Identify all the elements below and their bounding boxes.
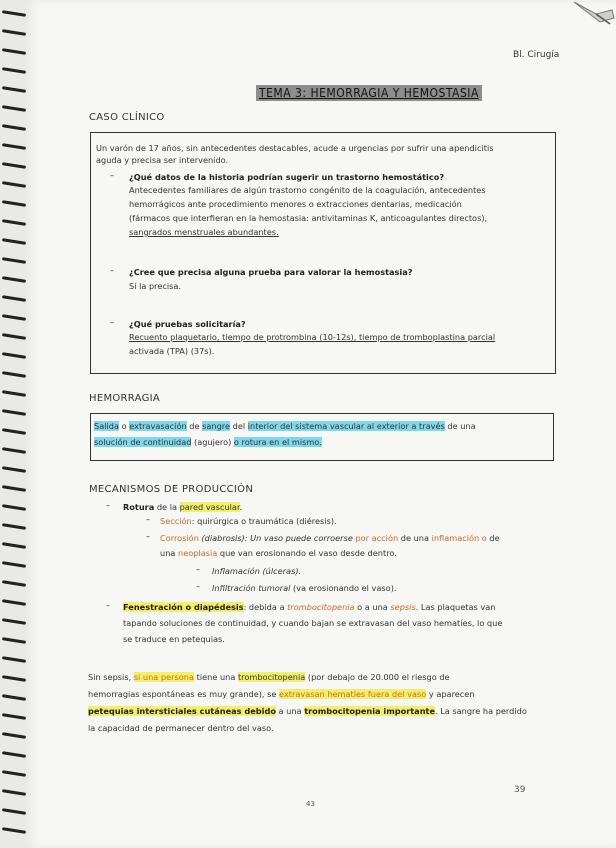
question-3: ¿Qué pruebas solicitaría? (129, 319, 246, 329)
text-y-aparecen: y aparecen (426, 689, 475, 699)
notebook-page (26, 0, 616, 848)
answer-3-line-2: activada (TPA) (37s). (129, 346, 215, 356)
spiral-ring (2, 181, 26, 188)
text-sin-sepsis: Sin sepsis, (88, 672, 134, 682)
hl-fenestracion: Fenestración o diapédesis (123, 602, 244, 612)
text-o-a-una: o a una (354, 602, 391, 612)
spiral-ring (2, 48, 26, 55)
spiral-ring (2, 67, 26, 74)
spiral-ring (2, 162, 26, 169)
hemorragia-def-line-2 (94, 436, 322, 448)
corrosion-end: que van erosionando el vaso desde dentro. (217, 548, 397, 558)
text-o: o (118, 421, 130, 431)
spiral-ring (2, 314, 26, 321)
bullet-dash: – (146, 532, 150, 541)
answer-1-line-1: Antecedentes familiares de algún trastorno congénito de la coagulación, antecedentes (129, 185, 486, 195)
bullet-dash: – (196, 565, 200, 574)
spiral-ring (2, 200, 26, 207)
hemorragia-def-line-1 (94, 420, 476, 432)
spiral-ring (2, 371, 26, 378)
text-tiene-una: tiene una (194, 672, 238, 682)
spiral-ring (2, 789, 26, 796)
sub-inflamacion: Inflamación (úlceras). (212, 566, 302, 576)
spiral-ring (2, 29, 26, 36)
text-del: del (230, 421, 248, 431)
text-period: . (239, 502, 243, 512)
bullet-dash: – (110, 266, 114, 275)
spiral-ring (2, 770, 26, 777)
spiral-binding (0, 0, 30, 848)
bullet-dash: – (106, 501, 110, 510)
page-title: TEMA 3: HEMORRAGIA Y HEMOSTASIA (256, 85, 482, 101)
text-agujero: (agujero) (191, 437, 234, 447)
infiltracion-term: Infiltración tumoral (212, 583, 291, 593)
paragraph-line-3 (88, 705, 527, 717)
spiral-ring (2, 352, 26, 359)
text-de-una: de una (444, 421, 476, 431)
question-2: ¿Cree que precisa alguna prueba para valorar la hemostasia? (129, 267, 413, 277)
spiral-ring (2, 86, 26, 93)
bullet-dash: – (110, 318, 114, 327)
text-una: una (160, 548, 178, 558)
hl-neoplasia: neoplasia (178, 548, 218, 558)
spiral-ring (2, 542, 26, 549)
spiral-ring (2, 124, 26, 131)
mecanismos-heading: MECANISMOS DE PRODUCCIÓN (89, 484, 254, 495)
hl-solucion: solución de continuidad (94, 437, 192, 447)
seccion-desc: : quirúrgica o traumática (diéresis). (191, 516, 337, 526)
spiral-ring (2, 390, 26, 397)
hl-si-una-persona: si una persona (133, 672, 195, 682)
hl-rotura: o rotura en el mismo. (233, 437, 322, 447)
hl-extravasan: extravasan hematíes fuera del vaso (279, 689, 427, 699)
spiral-ring (2, 637, 26, 644)
spiral-ring (2, 523, 26, 530)
rotura-line (123, 501, 242, 513)
caso-intro-2: aguda y precisa ser intervenido. (96, 155, 229, 165)
bullet-dash: – (146, 515, 150, 524)
answer-1-line-4: sangrados menstruales abundantes. (129, 227, 279, 237)
question-1: ¿Qué datos de la historia podrían sugerir un trastorno hemostático? (129, 172, 445, 182)
caso-intro-1: Un varón de 17 años, sin antecedentes destacables, acude a urgencias por sufrir una apendicitis (96, 143, 494, 153)
hl-extravasacion: extravasación (129, 421, 187, 431)
spiral-ring (2, 295, 26, 302)
hl-interior: interior del sistema vascular al exterior a través (247, 421, 445, 431)
spiral-ring (2, 732, 26, 739)
seccion-term: Sección (160, 516, 192, 526)
answer-3-line-1: Recuento plaquetario, tiempo de protrombina (10-12s), tiempo de tromboplastina parcial (129, 332, 496, 342)
spiral-ring (2, 276, 26, 283)
subject-label: Bl. Cirugía (513, 50, 560, 60)
spiral-ring (2, 713, 26, 720)
paragraph-line-1 (88, 671, 450, 683)
hl-salida: Salida (94, 421, 119, 431)
hl-trombocitopenia-importante: trombocitopenia importante (304, 706, 435, 716)
bullet-dash: – (196, 582, 200, 591)
text-hemorragias: hemorragias espontáneas es muy grande), se (88, 689, 280, 699)
paragraph-line-4: la capacidad de permanecer dentro del vaso. (88, 723, 274, 733)
spiral-ring (2, 447, 26, 454)
text-de: de (486, 533, 500, 543)
page-number-right: 39 (514, 785, 526, 795)
fenestracion-line-2: tapando soluciones de continuidad, y cuando bajan se extravasan del vaso hematíes, lo que (123, 618, 503, 628)
text-debida: : debida a (243, 602, 288, 612)
spiral-ring (2, 656, 26, 663)
text-de-la: de la (154, 502, 180, 512)
infiltracion-desc: (va erosionando el vaso). (290, 583, 397, 593)
spiral-ring (2, 751, 26, 758)
sub-infiltracion (212, 582, 397, 594)
text-de-una: de una (398, 533, 432, 543)
hl-trombocitopenia: trombocitopenia (287, 602, 355, 612)
corrosion-line-1 (160, 532, 500, 544)
corrosion-term: Corrosión (160, 533, 199, 543)
answer-1-line-2: hemorrágicos ante procedimiento menores o extracciones dentarias, medicación (129, 199, 462, 209)
spiral-ring (2, 694, 26, 701)
bullet-dash: – (106, 601, 110, 610)
answer-2: Sí la precisa. (129, 281, 182, 291)
spiral-ring (2, 409, 26, 416)
text-de: de (186, 421, 203, 431)
hl-sepsis: sepsis (390, 602, 416, 612)
text-sangre-perdido: . La sangre ha perdido (435, 706, 527, 716)
spiral-ring (2, 599, 26, 606)
rotura-term: Rotura (123, 502, 155, 512)
hl-petequias: petequias intersticiales cutáneas debido (88, 706, 276, 716)
text-a-una: a una (275, 706, 305, 716)
bullet-dash: – (110, 171, 114, 180)
spiral-ring (2, 466, 26, 473)
spiral-ring (2, 238, 26, 245)
spiral-ring (2, 675, 26, 682)
corner-clip-icon (566, 0, 616, 28)
spiral-ring (2, 333, 26, 340)
hl-pared-vascular: pared vascular (179, 502, 240, 512)
hl-sangre: sangre (202, 421, 231, 431)
spiral-ring (2, 808, 26, 815)
paragraph-line-2 (88, 688, 475, 700)
text-por-debajo: (por debajo de 20.000 el riesgo de (305, 672, 450, 682)
spiral-ring (2, 105, 26, 112)
fenestracion-line-1 (123, 601, 495, 613)
corrosion-desc: (diabrosis): Un vaso puede corroerse (198, 533, 356, 543)
hl-por-accion: por acción (355, 533, 399, 543)
hl-trombocitopenia-2: trombocitopenia (237, 672, 306, 682)
text-plaquetas: . Las plaquetas van (415, 602, 496, 612)
page-number-center: 43 (306, 800, 315, 808)
answer-1-line-3: (fármacos que interfieran en la hemostasia: antivitaminas K, anticoagulantes directos), (129, 213, 488, 223)
hemorragia-heading: HEMORRAGIA (89, 393, 161, 404)
corrosion-line-2 (160, 547, 397, 559)
spiral-ring (2, 618, 26, 625)
spiral-ring (2, 504, 26, 511)
spiral-ring (2, 580, 26, 587)
spiral-ring (2, 219, 26, 226)
spiral-ring (2, 428, 26, 435)
spiral-ring (2, 10, 26, 17)
spiral-ring (2, 257, 26, 264)
spiral-ring (2, 827, 26, 834)
spiral-ring (2, 485, 26, 492)
fenestracion-line-3: se traduce en petequias. (123, 634, 225, 644)
spiral-ring (2, 143, 26, 150)
caso-heading: CASO CLÍNICO (89, 112, 165, 123)
hl-inflamacion: inflamación o (431, 533, 487, 543)
seccion-line (160, 515, 337, 527)
spiral-ring (2, 561, 26, 568)
